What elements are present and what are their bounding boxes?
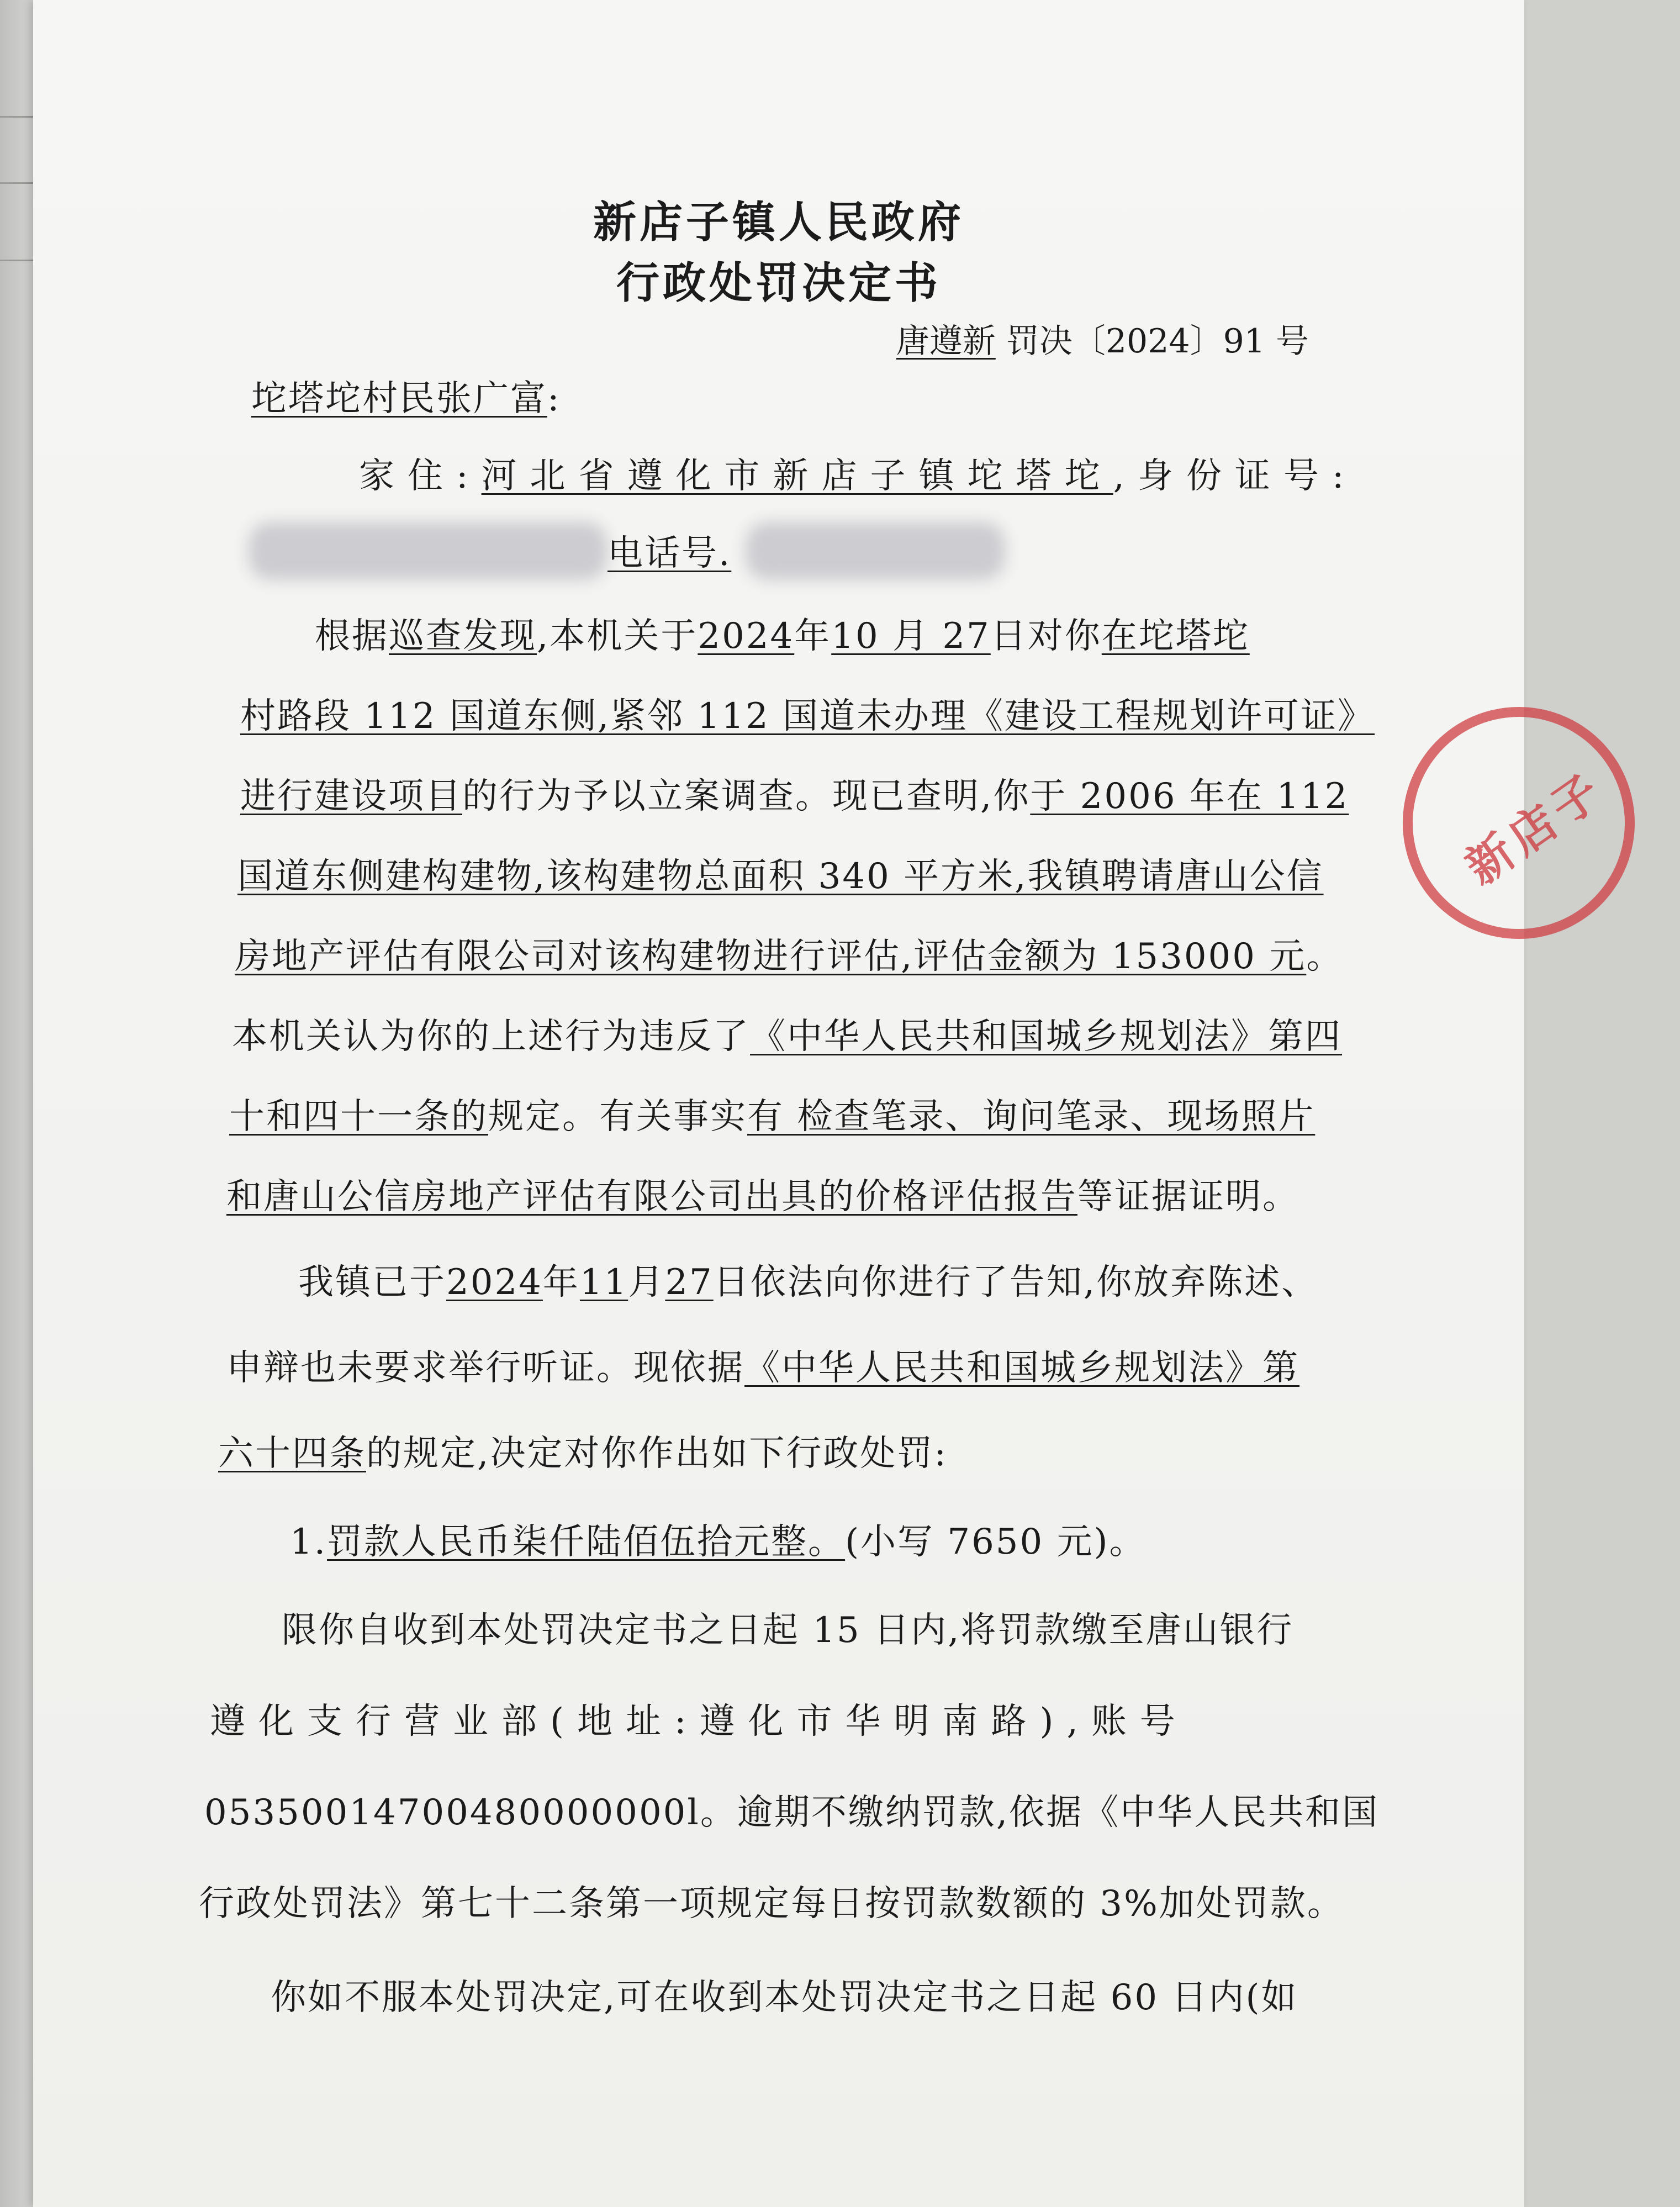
seal-text: 新店子 (1455, 761, 1615, 895)
official-seal (1357, 662, 1680, 985)
body-text: 申辩也未要求举行听证。现依据 (226, 1348, 744, 1388)
body-line: 限你自收到本处罚决定书之日起 15 日内,将罚款缴至唐山银行 (282, 1610, 1294, 1651)
body-underlined: 27 (665, 1262, 714, 1303)
document-page (33, 0, 1615, 2207)
body-underlined: 在坨塔坨 (1101, 616, 1250, 657)
body-text: 规定。有关事实 (488, 1096, 747, 1137)
body-underlined: 于 2006 年在 112 (1030, 776, 1349, 817)
body-line (229, 1088, 1315, 1139)
document-number-prefix: 唐遵新 (896, 322, 996, 361)
body-underlined: 六十四条 (218, 1433, 366, 1474)
body-line (218, 1425, 948, 1476)
body-text: 月 (628, 1262, 665, 1303)
document-title-issuer: 新店子镇人民政府 (593, 197, 964, 247)
body-text: 的规定,决定对你作出如下行政处罚: (366, 1433, 948, 1474)
body-text: 根据 (315, 616, 389, 657)
residence-label: 家住: (359, 456, 482, 497)
body-text: 等证据证明。 (1077, 1176, 1299, 1217)
penalty-amount-words: 罚款人民币柒仟陆佰伍拾元整。 (327, 1522, 846, 1562)
body-text: 我镇已于 (298, 1262, 446, 1303)
body-text: 。 (1306, 936, 1344, 977)
residence-line (359, 447, 1357, 498)
body-line (240, 768, 1349, 819)
body-underlined: 《中华人民共和国城乡规划法》第四 (750, 1016, 1342, 1057)
body-line (226, 1168, 1299, 1219)
body-underlined: 11 (579, 1262, 628, 1303)
phone-label (607, 525, 731, 575)
body-text: 年 (542, 1262, 580, 1303)
body-line: 村路段 112 国道东侧,紧邻 112 国道未办理《建设工程规划许可证》 (240, 696, 1375, 737)
body-line (298, 1254, 1318, 1305)
body-line (315, 608, 1250, 658)
body-underlined: 有 检查笔录、询问笔录、现场照片 (747, 1096, 1316, 1137)
body-underlined: 巡查发现 (389, 616, 537, 657)
penalty-number: 1. (290, 1522, 327, 1562)
body-underlined: 和唐山公信房地产评估有限公司出具的价格评估报告 (226, 1176, 1077, 1217)
body-text: 日对你 (990, 616, 1102, 657)
body-text: 的行为予以立案调查。现已查明,你 (462, 776, 1031, 817)
document-number-rest: 罚决〔2024〕91 号 (1006, 322, 1309, 361)
body-underlined: 2024 (698, 616, 795, 657)
phone-label-text: 电话号. (607, 533, 732, 574)
document-title-type: 行政处罚决定书 (616, 258, 941, 308)
body-underlined: 10 月 27 (831, 616, 991, 657)
body-text: 本机关认为你的上述行为违反了 (232, 1016, 750, 1057)
body-line (226, 1339, 1299, 1390)
recipient-line (251, 370, 561, 421)
redacted-id-number (249, 522, 607, 580)
body-line: 行政处罚法》第七十二条第一项规定每日按罚款数额的 3%加处罚款。 (199, 1883, 1344, 1924)
body-line: 国道东侧建构建物,该构建物总面积 340 平方米,我镇聘请唐山公信 (237, 856, 1324, 897)
recipient-name: 坨塔坨村民张广富 (251, 378, 547, 419)
residence-address: 河北省遵化市新店子镇坨塔坨 (481, 456, 1113, 497)
redacted-phone-number (746, 522, 1005, 580)
recipient-colon: : (547, 378, 561, 419)
body-text: 日依法向你进行了告知,你放弃陈述、 (713, 1262, 1319, 1303)
penalty-line (290, 1513, 1147, 1564)
penalty-amount-figures: (小写 7650 元)。 (845, 1522, 1147, 1562)
body-line: 你如不服本处罚决定,可在收到本处罚决定书之日起 60 日内(如 (271, 1977, 1298, 2018)
body-line (235, 928, 1343, 979)
body-underlined: 十和四十一条的 (229, 1096, 488, 1137)
body-text: ,本机关于 (537, 616, 698, 657)
body-underlined: 《中华人民共和国城乡规划法》第 (744, 1348, 1299, 1388)
body-line: 05350014700480000000l。逾期不缴纳罚款,依据《中华人民共和国 (204, 1792, 1380, 1833)
document-number (896, 315, 1309, 362)
body-line: 遵化支行营业部(地址:遵化市华明南路),账号 (210, 1701, 1188, 1742)
body-underlined: 进行建设项目 (240, 776, 462, 817)
body-underlined: 房地产评估有限公司对该构建物进行评估,评估金额为 153000 元 (235, 936, 1307, 977)
body-text: 年 (794, 616, 832, 657)
body-underlined: 2024 (446, 1262, 543, 1303)
id-number-label: ,身份证号: (1113, 456, 1357, 497)
body-line (232, 1008, 1342, 1059)
